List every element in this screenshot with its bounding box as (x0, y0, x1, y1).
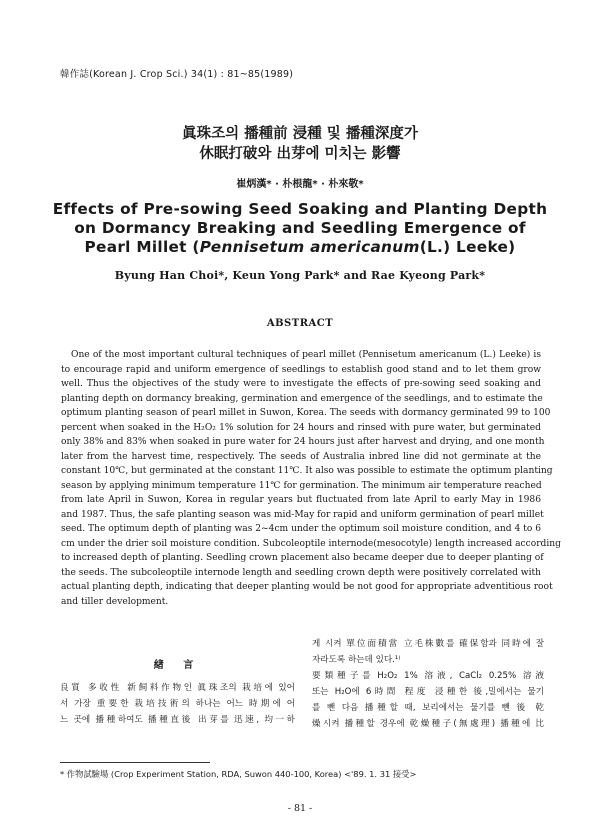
right-column-line: 를 뺀 다음 播種할 때, 보리에서는 물기를 뺀 後 乾 (312, 703, 544, 713)
abstract-line: actual planting depth, indicating that deeper planting would be not good for appropriate adventitious root (61, 582, 553, 592)
right-column-line: 게 시켜 單位面積當 立毛株數를 確保함과 同時에 잘 (312, 639, 544, 649)
abstract-line: seed. The optimum depth of planting was 2~4cm under the optimum soil moisture condition, and 4 to 6 (61, 524, 541, 534)
english-authors: Byung Han Choi*, Keun Yong Park* and Rae Kyeong Park* (114, 269, 486, 282)
right-column-line: 燥시켜 播種할 경우에 乾燥種子(無處理) 播種에 比 (312, 719, 544, 729)
abstract-line: the seeds. The subcoleoptile internode length and seedling crown depth were positively correlated with (61, 567, 541, 578)
abstract-line: percent when soaked in the H₂O₂ 1% solution for 24 hours and rinsed with pure water, but germinated (61, 422, 541, 433)
abstract-heading: ABSTRACT (266, 318, 334, 329)
abstract-line: to increased depth of planting. Seedling crown placement also became deeper due to deeper planting of (61, 553, 544, 563)
abstract-line: from late April in Suwon, Korea in regular years but fluctuated from late April to early May in 1986 (61, 495, 541, 505)
abstract-line: constant 10℃, but germinated at the constant 11℃. It also was possible to estimate the optimum planting (61, 466, 553, 476)
english-title-line-1: Effects of Pre-sowing Seed Soaking and Planting Depth (52, 200, 548, 218)
english-title-line-3 (0, 238, 600, 257)
left-column (60, 680, 295, 728)
english-title-line-2: on Dormancy Breaking and Seedling Emergence of (74, 219, 526, 237)
abstract-line: to encourage rapid and uniform emergence of seedlings to establish good stand and to let them grow (61, 364, 541, 375)
left-column-line: 느 곳에 播種하여도 播種直後 出芽를 迅速, 均一하 (60, 715, 295, 725)
left-column-line: 서 가장 重要한 栽培技術의 하나는 어느 時期에 어 (60, 699, 295, 709)
abstract-body (61, 348, 561, 609)
korean-title-line-2: 休眠打破와 出芽에 미치는 影響 (199, 146, 401, 162)
right-column-line: 자라도록 하는데 있다.¹⁾ (312, 655, 401, 665)
english-title-line-3-suffix: (L.) Leeke) (419, 238, 516, 256)
abstract-line: well. Thus the objectives of the study were to investigate the effects of pre-sowing seed soaking and (61, 379, 541, 389)
abstract-line: and 1987. Thus, the safe planting season was mid-May for rapid and uniform germination of pearl millet (61, 509, 544, 520)
abstract-line: later from the harvest time, respectively. The seeds of Australia inbred line did not germinate at the (61, 451, 541, 462)
footnote-divider (60, 762, 210, 763)
journal-citation: 韓作誌(Korean J. Crop Sci.) 34(1) : 81~85(1989) (60, 69, 294, 80)
abstract-line: season by applying minimum temperature 11℃ for germination. The minimum air temperature reached (61, 480, 542, 491)
species-name: Pennisetum americanum (199, 238, 420, 256)
footnote: * 作物試驗場 (Crop Experiment Station, RDA, Suwon 440-100, Korea) <'89. 1. 31 接受> (60, 769, 417, 779)
abstract-line: planting depth on dormancy breaking, germination and emergence of the seedlings, and to estimate the (61, 393, 543, 404)
abstract-line: only 38% and 83% when soaked in pure water for 24 hours just after harvest and drying, and one month (61, 437, 545, 447)
right-column-line: 또는 H₂O에 6時間 程度 浸種한 後,밀에서는 물기 (312, 687, 544, 697)
abstract-line: and tiller development. (61, 596, 169, 607)
left-column-line: 良質 多收性 新飼料作物인 眞珠조의 栽培에 있어 (60, 683, 295, 693)
page-number: - 81 - (287, 803, 313, 814)
abstract-line: One of the most important cultural techniques of pearl millet (Pennisetum americanum (L.) Leeke) is (71, 350, 541, 360)
korean-title-line-1: 眞珠조의 播種前 浸種 및 播種深度가 (182, 126, 418, 142)
abstract-line: cm under the drier soil moisture condition. Subcoleoptile internode(mesocotyle) length increased according (61, 538, 561, 549)
korean-authors: 崔炳漢* · 朴根龍* · 朴來敬* (236, 179, 364, 190)
abstract-line: optimum planting season of pearl millet in Suwon, Korea. The seeds with dormancy germinated 99 to 100 (61, 408, 551, 418)
right-column (312, 636, 544, 732)
introduction-heading: 緖 言 (153, 660, 202, 671)
right-column-line: 要類種子를 H₂O₂ 1% 溶液, CaCl₂ 0.25% 溶液 (312, 671, 544, 681)
english-title-line-3-prefix: Pearl Millet ( (84, 238, 200, 256)
